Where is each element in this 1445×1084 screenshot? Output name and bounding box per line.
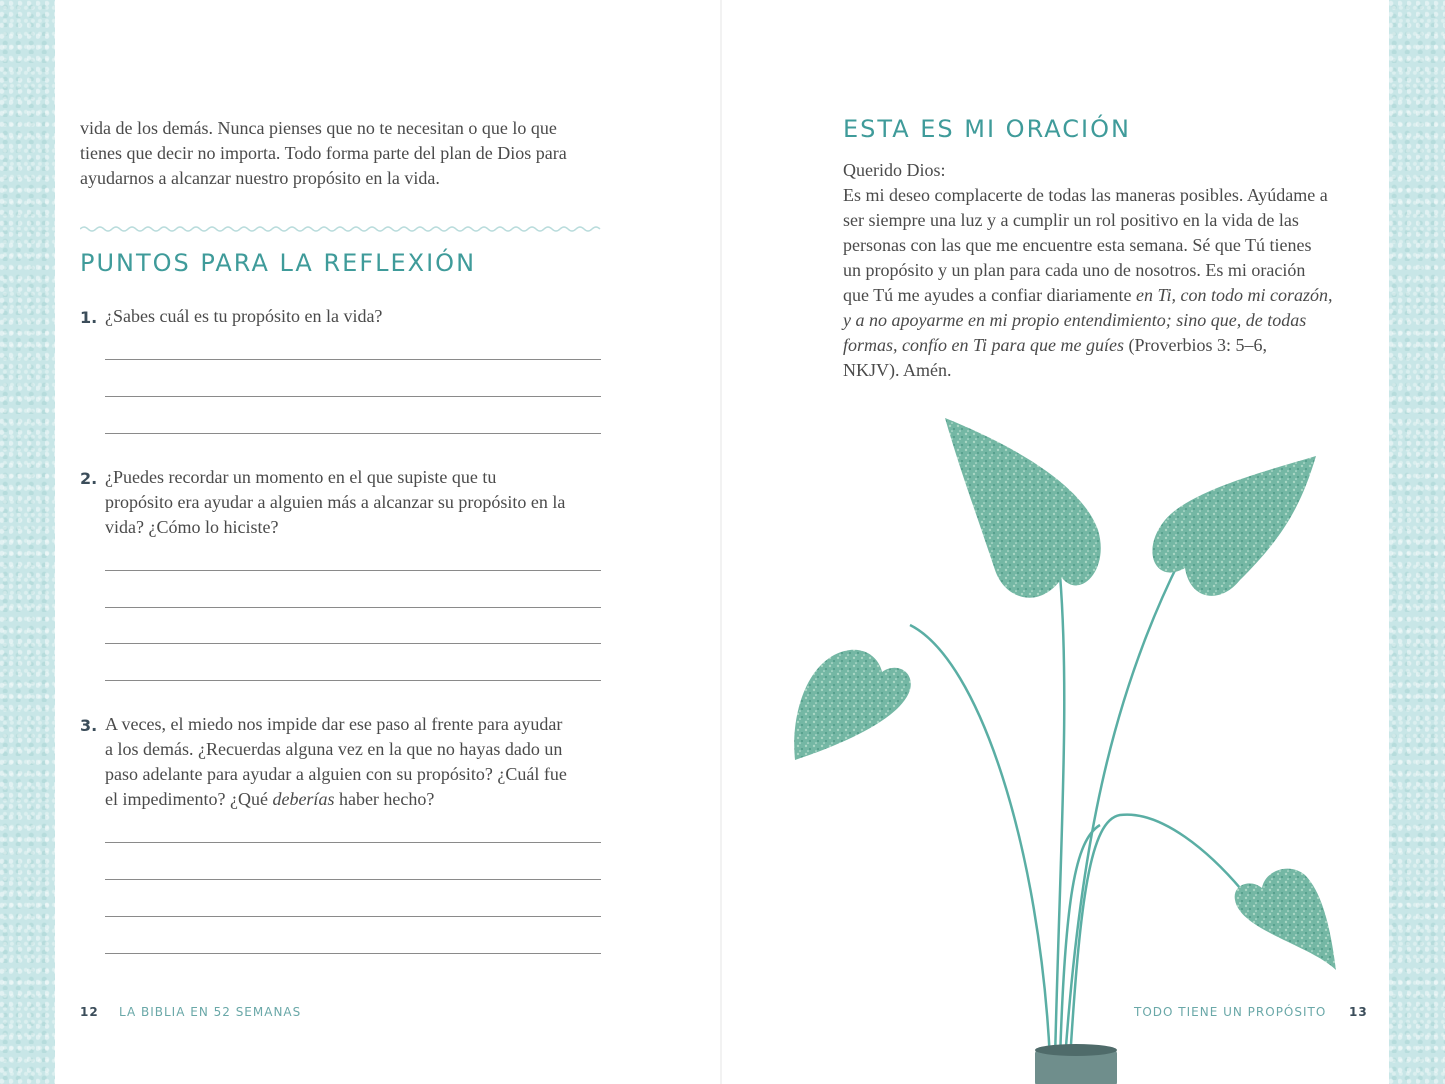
question-2-text <box>105 465 605 540</box>
answer-line[interactable] <box>105 953 601 954</box>
question-line <box>105 787 605 812</box>
question-text-span: haber hecho? <box>334 789 435 809</box>
prayer-line: ser siempre una luz y a cumplir un rol positivo en la vida de las <box>843 210 1299 230</box>
leaf <box>794 650 911 760</box>
answer-line[interactable] <box>105 879 601 880</box>
question-line: vida? ¿Cómo lo hiciste? <box>105 517 279 537</box>
prayer-paragraph <box>843 158 1373 383</box>
question-line: ¿Sabes cuál es tu propósito en la vida? <box>105 306 383 326</box>
intro-line: tienes que decir no importa. Todo forma parte del plan de Dios para <box>80 143 567 163</box>
book-gutter <box>720 0 722 1084</box>
right-page-border <box>1389 0 1445 1084</box>
intro-paragraph <box>80 116 567 191</box>
left-page-number: 12 <box>80 1005 99 1019</box>
intro-line: vida de los demás. Nunca pienses que no te necesitan o que lo que <box>80 118 557 138</box>
right-running-title: TODO TIENE UN PROPÓSITO <box>1134 1005 1327 1019</box>
leaf <box>945 418 1101 598</box>
leaf <box>1152 456 1316 596</box>
left-running-title: LA BIBLIA EN 52 SEMANAS <box>119 1005 302 1019</box>
question-line: paso adelante para ayudar a alguien con su propósito? ¿Cuál fue <box>105 764 567 784</box>
answer-line[interactable] <box>105 433 601 434</box>
prayer-line <box>843 283 1373 308</box>
leaf <box>1235 869 1336 970</box>
intro-line: ayudarnos a alcanzar nuestro propósito en la vida. <box>80 168 440 188</box>
answer-line[interactable] <box>105 570 601 571</box>
answer-line[interactable] <box>105 680 601 681</box>
right-page-number: 13 <box>1349 1005 1368 1019</box>
scripture-reference: (Proverbios 3: 5–6, <box>1124 335 1267 355</box>
prayer-line: NKJV). Amén. <box>843 360 952 380</box>
prayer-text-span: que Tú me ayudes a confiar diariamente <box>843 285 1137 305</box>
question-line: A veces, el miedo nos impide dar ese paso al frente para ayudar <box>105 714 563 734</box>
question-line: propósito era ayudar a alguien más a alcanzar su propósito en la <box>105 492 566 512</box>
prayer-heading: ESTA ES MI ORACIÓN <box>843 115 1131 143</box>
reflection-heading: PUNTOS PARA LA REFLEXIÓN <box>80 249 477 277</box>
prayer-line <box>843 333 1373 358</box>
prayer-line: Es mi deseo complacerte de todas las maneras posibles. Ayúdame a <box>843 185 1328 205</box>
question-number: 2. <box>80 469 98 488</box>
left-page-border <box>0 0 55 1084</box>
question-line: ¿Puedes recordar un momento en el que supiste que tu <box>105 467 497 487</box>
scripture-quote: formas, confío en Ti para que me guíes <box>843 335 1124 355</box>
question-number: 3. <box>80 716 98 735</box>
prayer-line <box>843 308 1373 333</box>
answer-line[interactable] <box>105 916 601 917</box>
question-3-text <box>105 712 605 812</box>
scripture-quote: en Ti, con todo mi corazón, <box>1136 285 1333 305</box>
plant-illustration <box>780 400 1380 1084</box>
scripture-quote: y a no apoyarme en mi propio entendimiento; sino que, de todas <box>843 310 1307 330</box>
answer-line[interactable] <box>105 643 601 644</box>
prayer-salutation: Querido Dios: <box>843 160 946 180</box>
question-number: 1. <box>80 308 98 327</box>
question-emphasis: deberías <box>272 789 335 809</box>
question-1-text <box>105 304 605 329</box>
prayer-line: un propósito y un plan para cada uno de nosotros. Es mi oración <box>843 260 1306 280</box>
answer-line[interactable] <box>105 359 601 360</box>
question-text-span: el impedimento? ¿Qué <box>105 789 273 809</box>
answer-line[interactable] <box>105 607 601 608</box>
answer-line[interactable] <box>105 842 601 843</box>
prayer-line: personas con las que me encuentre esta semana. Sé que Tú tienes <box>843 235 1312 255</box>
answer-line[interactable] <box>105 396 601 397</box>
question-line: a los demás. ¿Recuerdas alguna vez en la que no hayas dado un <box>105 739 563 759</box>
wavy-divider <box>80 224 602 234</box>
